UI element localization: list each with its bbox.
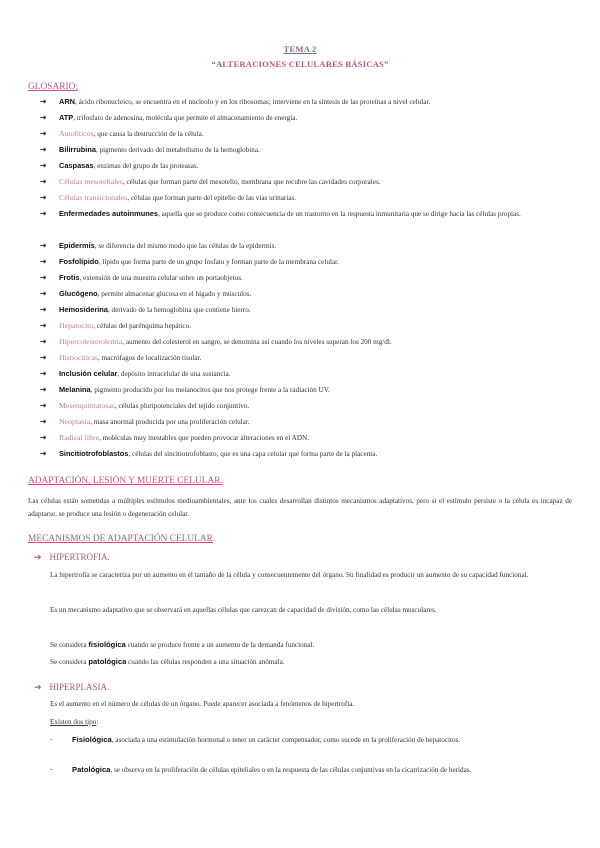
glosario-item-content: [59, 160, 575, 173]
glosario-term: Mesenquimatosas: [59, 401, 115, 410]
glosario-definition: , aumento del colesterol en sangre, se denomina así cuando los niveles superan los 200 mg/dl.: [122, 338, 392, 346]
arrow-right-icon: ➔: [40, 113, 47, 122]
hipertrofia-p4-pre: Se considera: [50, 658, 89, 666]
hipertrofia-p4-post: cuando las células responden a una situación anómala.: [126, 658, 285, 666]
glosario-item-content: [59, 192, 575, 205]
glosario-definition: , lípido que forma parte de un grupo fosfato y forman parte de la membrana celular.: [98, 258, 339, 266]
arrow-right-icon: ➔: [40, 177, 47, 186]
glosario-definition: , masa anormal producida por una proliferación celular.: [90, 418, 250, 426]
glosario-definition: , aquella que se produce como consecuencia de un trastorno en la respuesta inmunitaria que se dirige hacia las células propias.: [157, 210, 521, 218]
hipertrofia-p3: [50, 639, 572, 652]
hiperplasia-title: HIPERPLASIA.: [49, 682, 110, 692]
glosario-definition: , extensión de una muestra celular sobre un portaobjetos.: [79, 274, 243, 282]
arrow-right-icon: ➔: [40, 193, 47, 202]
arrow-right-icon: ➔: [34, 552, 42, 562]
glosario-definition: , derivado de la hemoglobina que contiene hierro.: [107, 306, 251, 314]
arrow-right-icon: ➔: [40, 401, 47, 410]
glosario-item-content: [59, 176, 575, 189]
type-term: Patológica: [72, 765, 111, 774]
glosario-item-content: [59, 416, 575, 429]
arrow-right-icon: ➔: [40, 321, 47, 330]
arrow-right-icon: ➔: [40, 385, 47, 394]
hiperplasia-heading: [34, 682, 109, 693]
arrow-right-icon: ➔: [34, 682, 42, 692]
adaptacion-intro: Las células están sometidas a múltiples estímulos medioambientales, ante los cuales desarrollan distintos mecanismos adaptativos, pero si el estímulo persiste o la célula es incapaz de adaptarse, se produce una lesión o degeneración celular.: [28, 497, 572, 518]
glosario-definition: , depósito intracelular de una sustancia.: [117, 370, 231, 378]
arrow-right-icon: ➔: [40, 97, 47, 106]
glosario-item-content: [59, 384, 575, 397]
patologica-term: patológica: [88, 657, 127, 666]
glosario-term: Hepatocito: [59, 321, 94, 330]
glosario-term: Inclusión celular: [59, 369, 118, 378]
arrow-right-icon: ➔: [40, 161, 47, 170]
glosario-definition: , células del parénquima hepático.: [93, 322, 192, 330]
glosario-term: Células mesoteliales: [59, 177, 123, 186]
glosario-item-content: [59, 352, 575, 365]
glosario-term: Hemosiderina: [59, 305, 108, 314]
hipertrofia-p3-pre: Se considera: [50, 641, 89, 649]
glosario-term: Sincitiotrofoblastos: [59, 449, 129, 458]
hipertrofia-p2: Es un mecanismo adaptativo que se observará en aquellas células que carezcan de capacidad de división, como las células musculares.: [50, 606, 437, 614]
glosario-item-content: [59, 256, 575, 269]
glosario-term: Autolíticos: [59, 129, 94, 138]
glosario-definition: , células pluripotenciales del tejido conjuntivo.: [114, 402, 250, 410]
list-item-text: [72, 763, 572, 777]
arrow-right-icon: ➔: [40, 369, 47, 378]
glosario-definition: , enzimas del grupo de las proteasas.: [93, 162, 199, 170]
arrow-right-icon: ➔: [40, 145, 47, 154]
types-label: Existen dos tipo: [50, 718, 97, 726]
type-desc: , se observa en la proliferación de células epiteliales o en la respuesta de las células conjuntivas en la cicatrización de heridas.: [110, 766, 472, 774]
glosario-term: Fosfolípido: [59, 257, 99, 266]
arrow-right-icon: ➔: [40, 241, 47, 250]
hipertrofia-heading: [34, 552, 110, 563]
glosario-term: ARN: [59, 97, 76, 106]
glosario-definition: , se diferencia del mismo modo que las células de la epidermis.: [94, 242, 277, 250]
glosario-definition: , permite almacenar glucosa en el hígado y músculos.: [97, 290, 252, 298]
glosario-item-content: [59, 368, 575, 381]
glosario-term: Frotis: [59, 273, 80, 282]
list-item-text: [72, 733, 572, 747]
glosario-item-content: [59, 144, 575, 157]
mecanismos-heading: [28, 534, 215, 544]
glosario-item-content: [59, 336, 575, 349]
types-colon: :: [96, 718, 99, 726]
arrow-right-icon: ➔: [40, 305, 47, 314]
glosario-definition: , macrófagos de localización tisular.: [97, 354, 202, 362]
type-desc: , asociada a una estimulación hormonal o tener un carácter compensador, como sucede en la proliferación de hepatocitos.: [111, 736, 461, 744]
glosario-definition: , trifosfato de adenosina, molécula que permite el almacenamiento de energía.: [73, 114, 298, 122]
glosario-term: Hipercolesterolemia: [59, 337, 123, 346]
glosario-definition: , ácido ribonucleico, se encuentra en el nucleolo y en los ribosomas; interviene en la síntesis de las proteínas a nivel celular.: [75, 98, 431, 106]
type-term: Fisiológica: [72, 735, 112, 744]
glosario-definition: , moléculas muy inestables que pueden provocar alteraciones en el ADN.: [99, 434, 310, 442]
glosario-heading: GLOSARIO:: [28, 82, 79, 92]
hipertrofia-title: HIPERTROFIA.: [49, 552, 110, 562]
tema-label: TEMA 2: [283, 44, 317, 54]
glosario-term: ATP: [59, 113, 74, 122]
glosario-item-content: [59, 432, 575, 445]
glosario-definition: , pigmento producido por los melanocitos que nos protege frente a la radiación UV.: [90, 386, 330, 394]
arrow-right-icon: ➔: [40, 417, 47, 426]
glosario-definition: , pigmento derivado del metabolismo de la hemoglobina.: [95, 146, 260, 154]
hiperplasia-p1: Es el aumento en el número de células de un órgano. Puede aparecer asociada a fenómenos de hipertrofia.: [50, 700, 355, 708]
glosario-term: Melanina: [59, 385, 91, 394]
glosario-item-content: [59, 400, 575, 413]
glosario-term: Neoplasia: [59, 417, 91, 426]
document-title: “ALTERACIONES CELULARES BÁSICAS”: [211, 59, 389, 69]
glosario-term: Enfermedades autoinmunes: [59, 209, 158, 218]
arrow-right-icon: ➔: [40, 289, 47, 298]
arrow-right-icon: ➔: [40, 209, 47, 218]
arrow-right-icon: ➔: [40, 337, 47, 346]
arrow-right-icon: ➔: [40, 273, 47, 282]
arrow-right-icon: ➔: [40, 433, 47, 442]
arrow-right-icon: ➔: [40, 257, 47, 266]
mecanismos-heading-period: .: [212, 534, 216, 544]
arrow-right-icon: ➔: [40, 353, 47, 362]
dash-bullet: -: [50, 735, 53, 743]
hipertrofia-p4: [50, 656, 572, 669]
glosario-term: Células transicionales: [59, 193, 128, 202]
glosario-term: Caspasas: [59, 161, 94, 170]
glosario-item-content: [59, 240, 575, 253]
adaptacion-heading: ADAPTACIÓN, LESIÓN Y MUERTE CELULAR.: [28, 476, 223, 486]
glosario-term: Histiocíticas: [59, 353, 98, 362]
glosario-item-content: [59, 288, 575, 301]
arrow-right-icon: ➔: [40, 449, 47, 458]
glosario-term: Epidermis: [59, 241, 95, 250]
glosario-item-content: [59, 304, 575, 317]
glosario-term: Glucógeno: [59, 289, 98, 298]
glosario-item-content: [59, 208, 575, 221]
fisiologica-term: fisiológica: [88, 640, 126, 649]
glosario-definition: , células del sincitiotrofoblasto, que es una capa celular que forma parte de la placenta.: [128, 450, 378, 458]
hipertrofia-p3-post: cuando se produce frente a un aumento de la demanda funcional.: [125, 641, 315, 649]
glosario-item-content: [59, 112, 575, 125]
glosario-definition: , células que forman parte del epitelio de las vías urinarias.: [127, 194, 297, 202]
hipertrofia-p1: La hipertrofia se caracteriza por un aumento en el tamaño de la célula y consecuentemente del órgano. Su finalidad es producir un aumento de su capacidad funcional.: [50, 571, 529, 579]
glosario-item-content: [59, 128, 575, 141]
arrow-right-icon: ➔: [40, 129, 47, 138]
glosario-item-content: [59, 96, 575, 109]
glosario-definition: , células que forman parte del mesotelio, membrana que recubre las cavidades corporales.: [122, 178, 381, 186]
glosario-item-content: [59, 320, 575, 333]
glosario-term: Radical libre: [59, 433, 100, 442]
dash-bullet: -: [50, 765, 53, 773]
hiperplasia-types-label: [50, 716, 572, 729]
glosario-term: Bilirrubina: [59, 145, 96, 154]
mecanismos-heading-text: MECANISMOS DE ADAPTACIÓN CELULAR: [28, 534, 213, 544]
glosario-item-content: [59, 272, 575, 285]
glosario-item-content: [59, 448, 575, 461]
glosario-definition: , que causa la destrucción de la célula.: [93, 130, 204, 138]
